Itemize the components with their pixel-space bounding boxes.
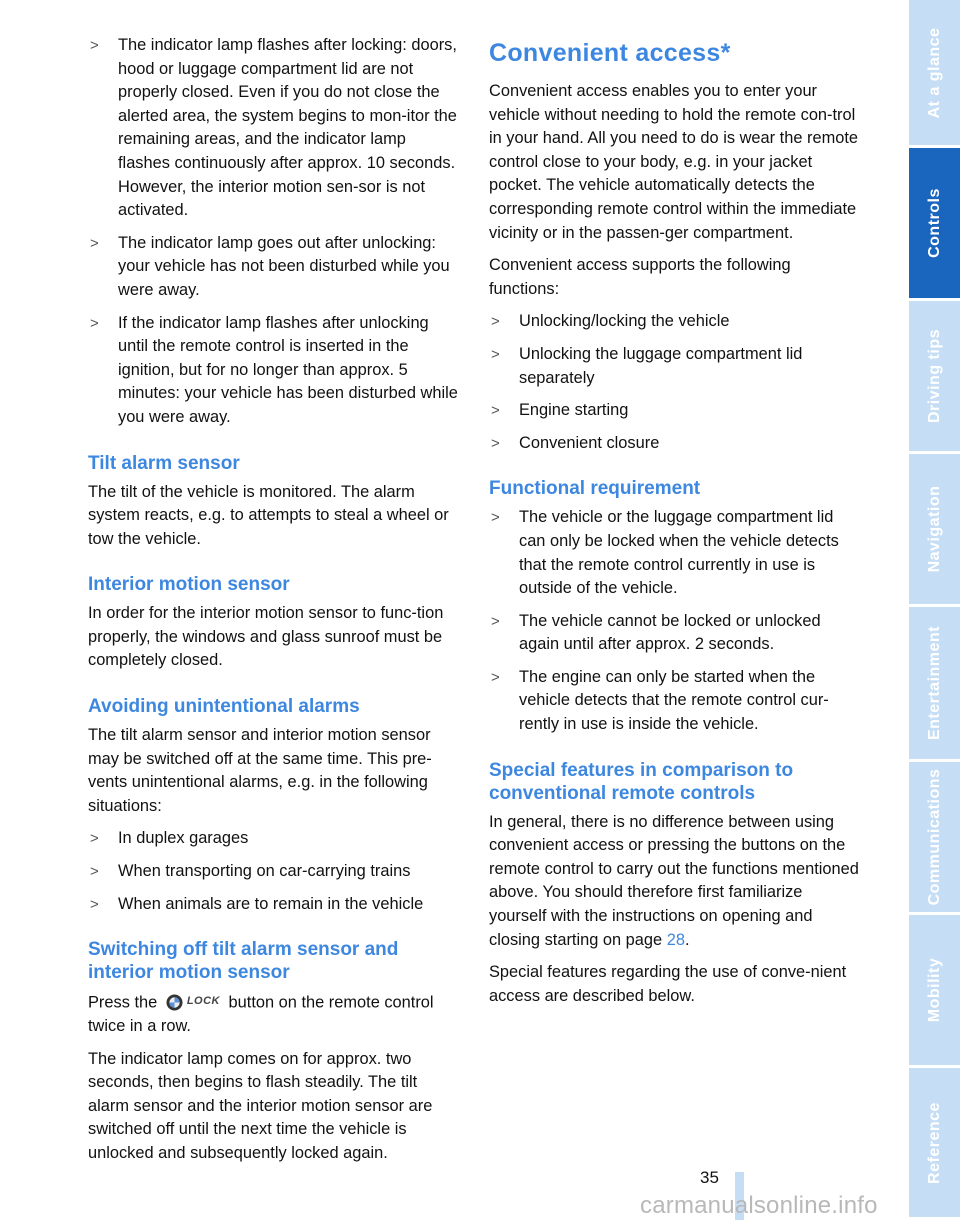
list-item: > The indicator lamp flashes after locking: doors, hood or luggage compartment lid are not properly closed. Even if you do not close the alerted area, the system begins to mon-itor the remaining areas, and the indicator lamp flashes continuously after approx. 10 seconds. However, the interior motion sen-sor is not activated. [90, 36, 457, 220]
special-heading: Special features in comparison to conventional remote controls [489, 759, 794, 804]
list-item: > Engine starting [489, 399, 863, 423]
switch-paragraph: The indicator lamp comes on for approx. two seconds, then begins to flash steadily. The tilt alarm sensor and the interior motion sensor are switched off until the next time the vehicle is unlocked and subsequently locked again. [88, 1049, 433, 1163]
requirements-list [489, 506, 863, 736]
intro-paragraph: Convenient access enables you to enter your vehicle without needing to hold the remote con-trol in your hand. All you need to do is wear the remote control close to your body, e.g. in your jacket pocket. The vehicle automatically detects the corresponding remote control within the immediate vicinity or in the passen-ger compartment. [489, 82, 859, 242]
switch-heading: Switching off tilt alarm sensor and interior motion sensor [88, 939, 399, 984]
interior-paragraph: In order for the interior motion sensor to func-tion properly, the windows and glass sunroof must be completely closed. [88, 604, 444, 670]
requirement-heading: Functional requirement [489, 478, 701, 500]
page-number: 35 [700, 1168, 719, 1187]
bullet-marker: > [491, 509, 500, 527]
tab-at-a-glance[interactable]: At a glance [909, 0, 960, 148]
tab-mobility[interactable]: Mobility [909, 915, 960, 1068]
watermark: carmanualsonline.info [640, 1192, 878, 1219]
list-item: > If the indicator lamp flashes after unlocking until the remote control is inserted in the ignition, but for no longer than approx. 5 minutes: your vehicle has been disturbed while you were away. [90, 313, 458, 426]
left-column [88, 34, 462, 1175]
bullet-marker: > [90, 234, 99, 252]
tab-entertainment[interactable]: Entertainment [909, 607, 960, 762]
page-reference-link[interactable]: 28 [666, 930, 685, 949]
list-item: > The vehicle or the luggage compartment lid can only be locked when the vehicle detects that the remote control currently in use is outside of the vehicle. [491, 508, 839, 598]
list-item: > The vehicle cannot be locked or unlocked again until after approx. 2 seconds. [491, 611, 821, 654]
lock-label: LOCK [186, 995, 220, 1008]
bullet-marker: > [491, 313, 500, 331]
bullet-marker: > [491, 402, 500, 420]
list-item: > When animals are to remain in the vehicle [88, 893, 462, 917]
right-column [489, 34, 863, 1017]
tilt-paragraph: The tilt of the vehicle is monitored. The alarm system reacts, e.g. to attempts to steal a wheel or tow the vehicle. [88, 482, 449, 548]
list-item: > Convenient closure [489, 432, 863, 456]
functions-intro: Convenient access supports the following functions: [489, 256, 791, 298]
avoid-paragraph: The tilt alarm sensor and interior motion sensor may be switched off at the same time. This pre-vents unintentional alarms, e.g. in the following situations: [88, 726, 432, 815]
tilt-heading: Tilt alarm sensor [88, 452, 240, 474]
list-item: > In duplex garages [88, 827, 462, 851]
bullet-marker: > [491, 612, 500, 630]
bullet-marker: > [90, 37, 99, 54]
avoid-heading: Avoiding unintentional alarms [88, 696, 360, 718]
bullet-marker: > [90, 314, 99, 332]
intro-bullet-list [88, 34, 462, 430]
tab-reference[interactable]: Reference [909, 1068, 960, 1220]
list-item: > When transporting on car-carrying trains [88, 860, 462, 884]
avoid-bullet-list [88, 827, 462, 916]
bmw-roundel-icon [166, 994, 183, 1011]
tab-navigation[interactable]: Navigation [909, 454, 960, 607]
page-title: Convenient access* [489, 39, 731, 67]
interior-heading: Interior motion sensor [88, 574, 290, 596]
press-paragraph: Press the LOCK button on the remote control twice in a row. [88, 990, 462, 1038]
bullet-marker: > [491, 434, 500, 452]
tab-communications[interactable]: Communications [909, 762, 960, 915]
bullet-marker: > [491, 668, 500, 686]
tab-controls[interactable]: Controls [909, 148, 960, 301]
tab-driving-tips[interactable]: Driving tips [909, 301, 960, 454]
list-item: > The engine can only be started when the vehicle detects that the remote control cur-rently in use is inside the vehicle. [491, 667, 829, 734]
functions-list [489, 310, 863, 455]
lock-button-icon [166, 990, 220, 1014]
bullet-marker: > [491, 345, 500, 363]
special-paragraph-2: Special features regarding the use of conve-nient access are described below. [489, 963, 847, 1005]
list-item: > The indicator lamp goes out after unlocking: your vehicle has not been disturbed while you were away. [90, 233, 450, 299]
list-item: > Unlocking the luggage compartment lid separately [491, 344, 803, 387]
chapter-sidebar [909, 0, 960, 1220]
special-paragraph: In general, there is no difference between using convenient access or pressing the buttons on the remote control to carry out the functions mentioned above. You should therefore first familiarize yourself with the instructions on opening and closing starting on page 28. [489, 812, 859, 949]
list-item: > Unlocking/locking the vehicle [489, 310, 863, 334]
bullet-marker: > [90, 830, 99, 848]
bullet-marker: > [90, 895, 99, 913]
bullet-marker: > [90, 863, 99, 881]
